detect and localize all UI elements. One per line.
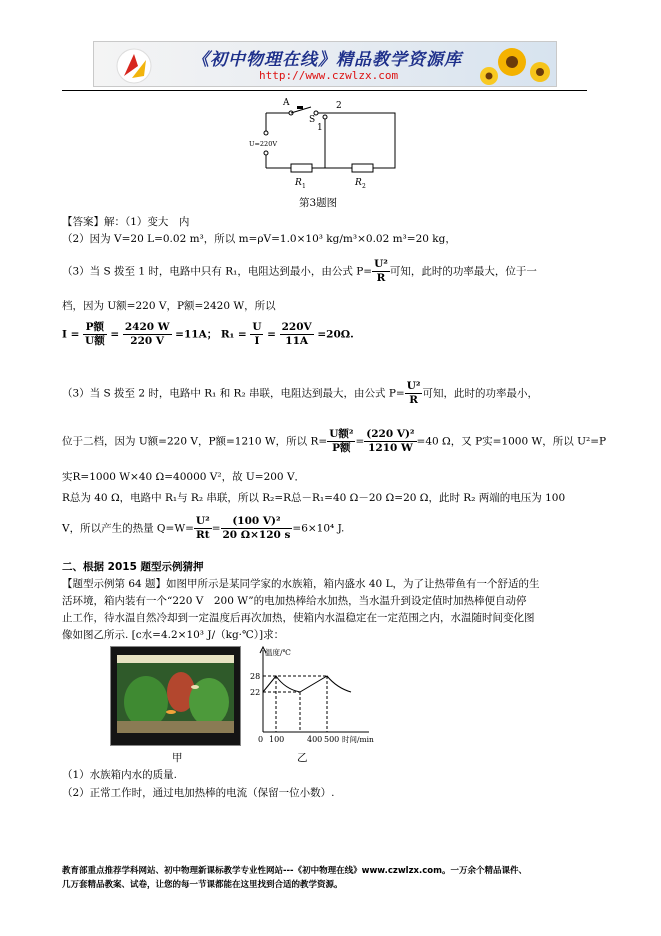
answer-line-6: 位于二档，因为 U额=220 V，P额=1210 W，所以 R= $\frac{\text{U额²}}{\text{P额}}$ = $\frac{\text{(220 V)²}}{1210 W}$ =40 Ω，又 P实=1000 W，所以 U²=P bbox=[62, 428, 607, 454]
answer-line-2: （2）因为 V=20 L=0.02 m³，所以 m=ρV=1.0×10³ kg/m³×0.02 m³=20 kg， bbox=[62, 233, 456, 245]
circuit-caption: 第3题图 bbox=[299, 197, 338, 209]
problem-line-3: 止工作，待水温自然冷却到一定温度后再次加热，使箱内水温稳定在一定范围之内，水温随时间变化图 bbox=[62, 612, 535, 624]
answer-line-9: V，所以产生的热量 Q=W= $\frac{\text{U²}}{Rt}$ = $\frac{\text{(100 V)²}}{20 \Omega\times 120 s}$ =6×10⁴ J. bbox=[62, 515, 345, 541]
answer-line-4: 档，因为 U额=220 V，P额=2420 W，所以 bbox=[62, 300, 276, 312]
footer-line-2: 几万套精品教案、试卷，让您的每一节课都能在这里找到合适的教学资源。 bbox=[62, 880, 343, 890]
position-1-label: 1 bbox=[317, 123, 323, 133]
temperature-graph bbox=[245, 644, 375, 747]
problem-line-4: 像如图乙所示. [c水=4.2×10³ J/（kg·℃）]求： bbox=[62, 629, 285, 641]
question-1: （1）水族箱内水的质量. bbox=[62, 769, 178, 781]
r1-subscript: 1 bbox=[302, 183, 306, 190]
graph-x-400: 400 bbox=[307, 735, 323, 744]
label-yi: 乙 bbox=[297, 752, 308, 764]
formula-line-1: I = $\frac{\text{P额}}{\text{U额}}$ = $\frac{2420 W}{220 V}$ =11A； R₁ = $\frac{U}{I}$ = $\frac{220V}{11A}$ =20Ω. bbox=[62, 321, 354, 347]
graph-x-0: 0 bbox=[258, 735, 264, 744]
problem-line-1: 【题型示例第 64 题】如图甲所示是某同学家的水族箱，箱内盛水 40 L，为了让热带鱼有一个舒适的生 bbox=[62, 578, 540, 590]
header-rule bbox=[62, 90, 587, 91]
graph-y-28: 28 bbox=[250, 672, 261, 681]
answer-line-7: 实R=1000 W×40 Ω=40000 V²，故 U=200 V． bbox=[62, 471, 306, 483]
graph-xlabel: 时间/min bbox=[342, 735, 374, 744]
label-jia: 甲 bbox=[172, 752, 183, 764]
graph-ylabel: 温度/℃ bbox=[265, 648, 291, 657]
answer-line-8: R总为 40 Ω，电路中 R₁与 R₂ 串联，所以 R₂=R总－R₁=40 Ω－20 Ω=20 Ω，此时 R₂ 两端的电压为 100 bbox=[62, 492, 566, 504]
answer-line-3: （3）当 S 拨至 1 时，电路中只有 R₁，电阻达到最小，由公式 P= $\frac{\text{U²}}{R}$ 可知，此时的功率最大，位于一 bbox=[62, 258, 537, 284]
switch-a-label: A bbox=[283, 98, 290, 108]
aquarium-illustration bbox=[111, 647, 240, 745]
voltage-label: U=220V bbox=[249, 140, 278, 148]
footer-line-1: 教育部重点推荐学科网站、初中物理新课标教学专业性网站---《初中物理在线》www.czwlzx.com。一万余个精品课件、 bbox=[62, 866, 527, 876]
problem-line-2: 活环境，箱内装有一个“220 V 200 W”的电加热棒给水加热，当水温升到设定值时加热棒便自动停 bbox=[62, 595, 527, 607]
formula-p-u2-r: $\frac{\text{U²}}{R}$ bbox=[374, 258, 388, 284]
question-2: （2）正常工作时，通过电加热棒的电流（保留一位小数）. bbox=[62, 787, 335, 799]
r1-label: R bbox=[295, 178, 302, 188]
switch-s-label: S bbox=[309, 115, 316, 125]
r2-label: R bbox=[355, 178, 362, 188]
graph-y-22: 22 bbox=[250, 688, 261, 697]
r2-subscript: 2 bbox=[362, 183, 366, 190]
circuit-diagram bbox=[245, 95, 415, 195]
header-banner bbox=[93, 41, 557, 87]
aquarium-photo bbox=[110, 646, 241, 746]
answer-line-5: （3）当 S 拨至 2 时，电路中 R₁ 和 R₂ 串联，电阻达到最大，由公式 P= $\frac{\text{U²}}{R}$ 可知，此时的功率最小， bbox=[62, 380, 538, 406]
section-heading: 二、根据 2015 题型示例猜押 bbox=[62, 561, 204, 573]
banner-title: 《初中物理在线》精品教学资源库 bbox=[192, 50, 462, 70]
graph-x-100: 100 bbox=[269, 735, 285, 744]
answer-line-1: 【答案】解：（1）变大 内 bbox=[62, 216, 190, 228]
formula-p-u2-r-2: $\frac{\text{U²}}{R}$ bbox=[406, 380, 421, 406]
banner-url: http://www.czwlzx.com bbox=[259, 69, 399, 82]
position-2-label: 2 bbox=[336, 101, 342, 111]
graph-x-500: 500 bbox=[324, 735, 340, 744]
